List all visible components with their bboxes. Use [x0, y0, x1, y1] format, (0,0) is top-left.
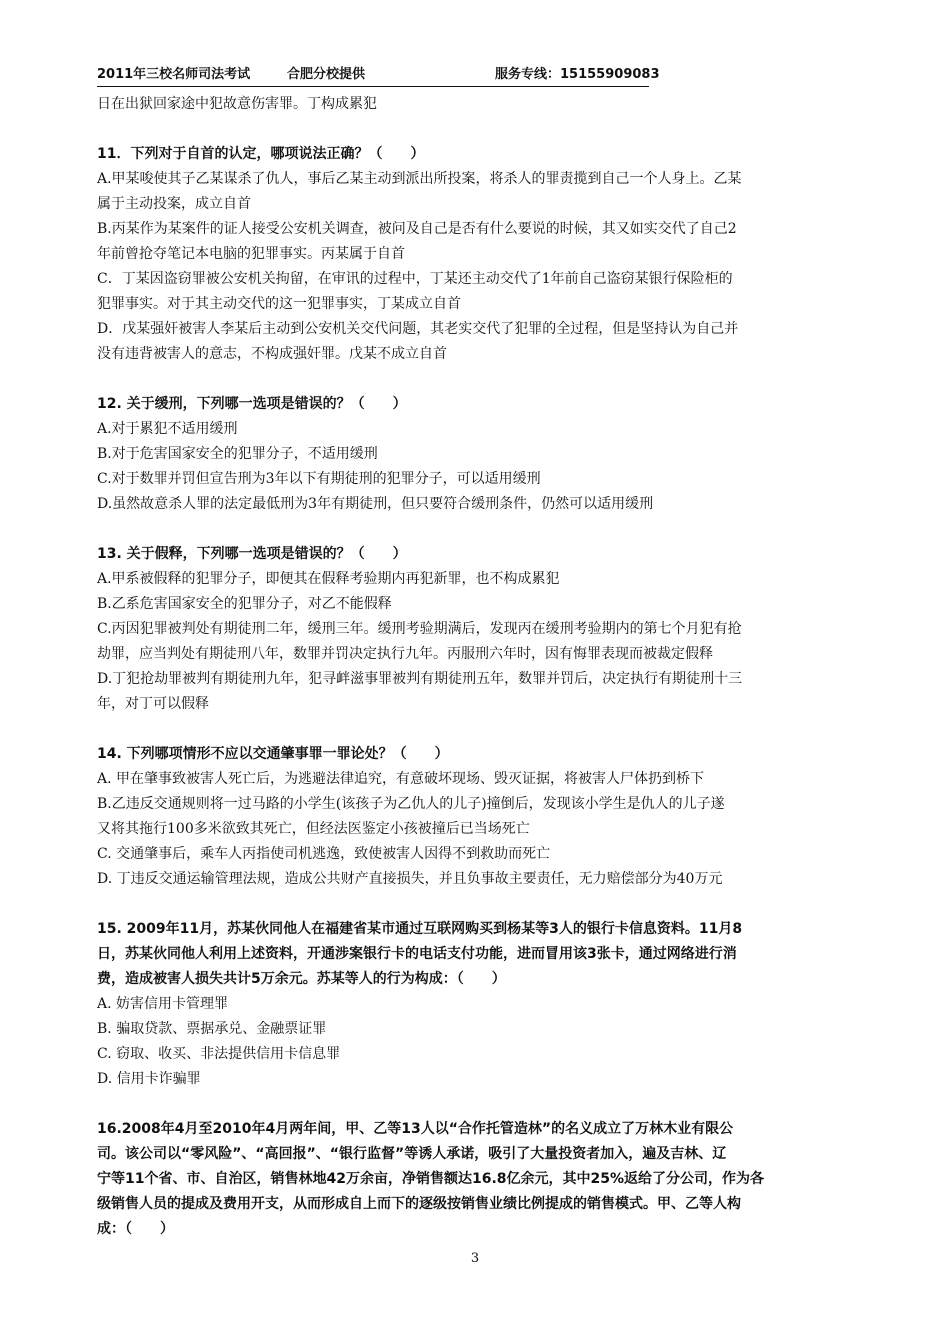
question-title: 司。该公司以“零风险”、“高回报”、“银行监督”等诱人承诺，吸引了大量投资者加入，遍及吉林、辽: [97, 1146, 727, 1162]
question-title: 成：（ ）: [97, 1221, 174, 1237]
continuation-line: 日在出狱回家途中犯故意伤害罪。丁构成累犯: [97, 96, 377, 112]
option-line: B. 骗取贷款、票据承兑、金融票证罪: [97, 1021, 327, 1037]
option-line: A.甲某唆使其子乙某谋杀了仇人，事后乙某主动到派出所投案，将杀人的罪责揽到自己一个人身上。乙某: [97, 171, 742, 187]
option-line: C.丙因犯罪被判处有期徒刑二年，缓刑三年。缓刑考验期满后，发现丙在缓刑考验期内的第七个月犯有抢: [97, 621, 742, 637]
option-line: D．戊某强奸被害人李某后主动到公安机关交代问题，其老实交代了犯罪的全过程，但是坚持认为自己并: [97, 321, 739, 337]
question-title: 11．下列对于自首的认定，哪项说法正确？（ ）: [97, 146, 425, 162]
option-line: 又将其拖行100多米欲致其死亡，但经法医鉴定小孩被撞后已当场死亡: [97, 821, 530, 837]
option-line: 属于主动投案，成立自首: [97, 196, 251, 212]
question-title: 14. 下列哪项情形不应以交通肇事罪一罪论处？（ ）: [97, 746, 449, 762]
option-line: D.虽然故意杀人罪的法定最低刑为3年有期徒刑，但只要符合缓刑条件，仍然可以适用缓刑: [97, 496, 654, 512]
question-title: 15. 2009年11月，苏某伙同他人在福建省某市通过互联网购买到杨某等3人的银行卡信息资料。11月8: [97, 921, 743, 937]
option-line: 劫罪，应当判处有期徒刑八年，数罪并罚决定执行九年。丙服刑六年时，因有悔罪表现而被裁定假释: [97, 646, 713, 662]
question-16: [97, 1117, 857, 1242]
section-gap: [97, 117, 857, 142]
section-gap: [97, 717, 857, 742]
question-15: [97, 917, 857, 1092]
option-line: A. 妨害信用卡管理罪: [97, 996, 229, 1012]
option-line: A. 甲在肇事致被害人死亡后，为逃避法律追究，有意破坏现场、毁灭证据，将被害人尸体扔到桥下: [97, 771, 705, 787]
option-line: D. 丁违反交通运输管理法规，造成公共财产直接损失，并且负事故主要责任，无力赔偿部分为40万元: [97, 871, 723, 887]
option-line: 年，对丁可以假释: [97, 696, 209, 712]
question-title: 费，造成被害人损失共计5万余元。苏某等人的行为构成：（ ）: [97, 971, 506, 987]
section-gap: [97, 517, 857, 542]
page-header: [97, 66, 660, 87]
question-title: 日，苏某伙同他人利用上述资料，开通涉案银行卡的电话支付功能，进而冒用该3张卡，通过网络进行消: [97, 946, 737, 962]
page-number: 3: [470, 1251, 480, 1266]
option-line: C. 交通肇事后，乘车人丙指使司机逃逸，致使被害人因得不到救助而死亡: [97, 846, 551, 862]
question-title: 12. 关于缓刑，下列哪一选项是错误的？（ ）: [97, 396, 407, 412]
option-line: 犯罪事实。对于其主动交代的这一犯罪事实，丁某成立自首: [97, 296, 461, 312]
document-body: [97, 92, 857, 1242]
option-line: 年前曾抢夺笔记本电脑的犯罪事实。丙某属于自首: [97, 246, 405, 262]
option-line: B.丙某作为某案件的证人接受公安机关调查，被问及自己是否有什么要说的时候，其又如实交代了自己2: [97, 221, 737, 237]
question-title: 16.2008年4月至2010年4月两年间，甲、乙等13人以“合作托管造林”的名义成立了万林木业有限公: [97, 1121, 734, 1137]
header-service-hotline: 服务专线：15155909083: [495, 67, 660, 82]
option-line: A.甲系被假释的犯罪分子，即便其在假释考验期内再犯新罪，也不构成累犯: [97, 571, 560, 587]
option-line: C.对于数罪并罚但宣告刑为3年以下有期徒刑的犯罪分子，可以适用缓刑: [97, 471, 541, 487]
question-title: 宁等11个省、市、自治区，销售林地42万余亩，净销售额达16.8亿余元，其中25%返给了分公司，作为各: [97, 1171, 765, 1187]
question-title: 13. 关于假释，下列哪一选项是错误的？（ ）: [97, 546, 407, 562]
question-11: [97, 142, 857, 367]
option-line: C. 窃取、收买、非法提供信用卡信息罪: [97, 1046, 341, 1062]
option-line: D. 信用卡诈骗罪: [97, 1071, 201, 1087]
option-line: C．丁某因盗窃罪被公安机关拘留，在审讯的过程中，丁某还主动交代了1年前自己盗窃某银行保险柜的: [97, 271, 733, 287]
option-line: B.乙违反交通规则将一过马路的小学生(该孩子为乙仇人的儿子)撞倒后，发现该小学生是仇人的儿子遂: [97, 796, 725, 812]
option-line: D.丁犯抢劫罪被判有期徒刑九年，犯寻衅滋事罪被判有期徒刑五年，数罪并罚后，决定执行有期徒刑十三: [97, 671, 743, 687]
question-title: 级销售人员的提成及费用开支，从而形成自上而下的逐级按销售业绩比例提成的销售模式。甲、乙等人构: [97, 1196, 741, 1212]
question-14: [97, 742, 857, 892]
section-gap: [97, 367, 857, 392]
section-gap: [97, 892, 857, 917]
option-line: B.乙系危害国家安全的犯罪分子，对乙不能假释: [97, 596, 392, 612]
option-line: A.对于累犯不适用缓刑: [97, 421, 238, 437]
question-13: [97, 542, 857, 717]
header-branch: 合肥分校提供: [287, 67, 366, 82]
question-12: [97, 392, 857, 517]
option-line: 没有违背被害人的意志，不构成强奸罪。戊某不成立自首: [97, 346, 447, 362]
section-gap: [97, 1092, 857, 1117]
option-line: B.对于危害国家安全的犯罪分子，不适用缓刑: [97, 446, 378, 462]
header-exam-title: 2011年三校名师司法考试: [97, 67, 251, 82]
